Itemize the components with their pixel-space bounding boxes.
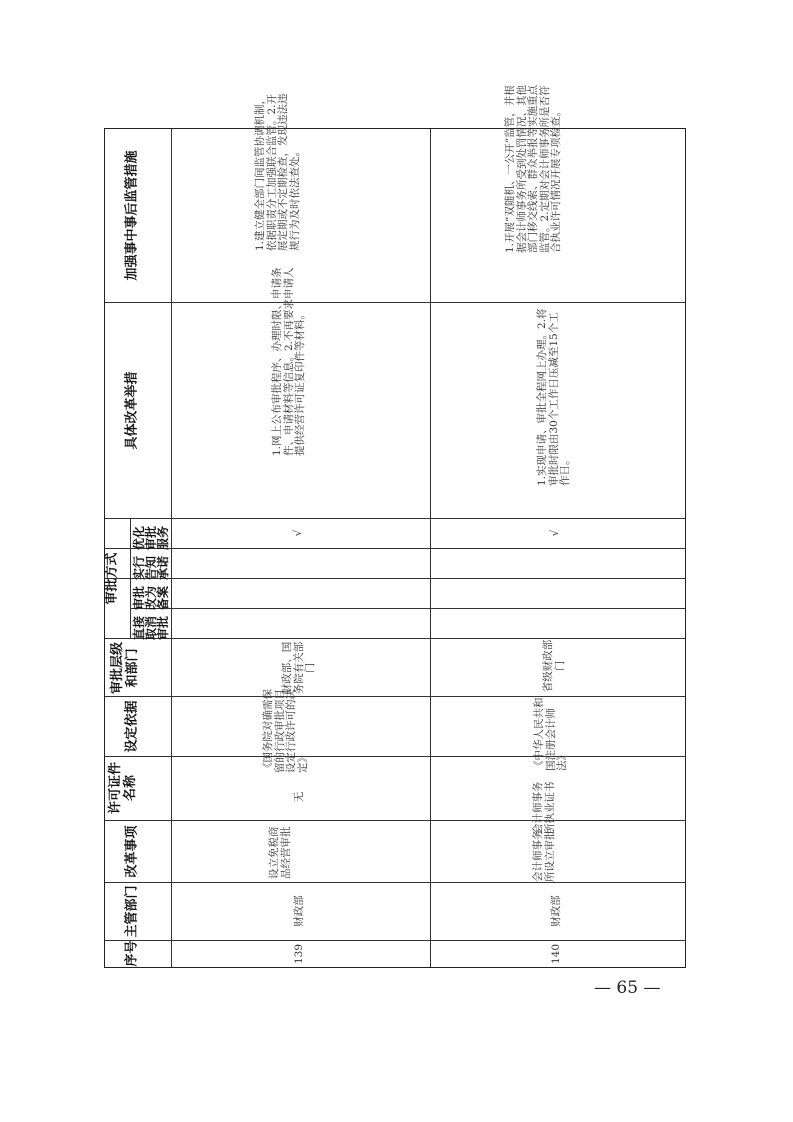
header-method: 审批方式 [104,552,120,605]
reform-table [104,85,686,968]
header-level: 审批层级和部门 [110,642,140,695]
row-139-basis: 《国务院对确需保留的行政审批项目设定行政许可的决定》 [262,689,309,773]
row-140-license: 会计师事务所执业证书 [532,781,556,834]
page-number: 65 [616,978,639,998]
row-140-supervision: 1.开展“双随机、一公开”监管，并根据会计师事务所受到处罚情况、其他部门移交线索、群众举报等实施重点监管。2.定期对会计师事务所是否符合执业许可情况开展专项检查。 [504,85,562,253]
row-139-seq: 139 [293,943,305,965]
header-supervision: 加强事中事后监管措施 [124,150,140,281]
row-139-item: 设立免税商品经营审批 [268,826,292,879]
row-139-dept: 财政部 [293,895,305,927]
row-140-level: 省级财政部门 [542,639,566,693]
row-139-level: 财政部、国务院有关部门 [281,641,316,695]
row-139-optimize-check: √ [292,529,304,537]
header-basis: 设定依据 [124,700,140,753]
row-139-license: 无 [293,791,305,803]
header-dept: 主管部门 [124,885,140,938]
header-method-filing: 审批改为备案 [132,586,170,611]
header-method-optimize: 优化审批服务 [132,526,170,551]
header-seq: 序号 [124,940,140,967]
header-method-notify: 实行告知承诺 [132,556,170,581]
header-method-cancel: 直接取消审批 [132,616,170,641]
header-item: 改革事项 [124,825,140,878]
row-140-cancel [550,608,566,638]
row-140-seq: 140 [550,943,562,965]
row-140-basis: 《中华人民共和国注册会计师法》 [533,697,568,771]
header-license: 许可证件名称 [108,762,138,815]
row-139-supervision: 1.建立健全部门间监管协调机制，依据职责分工加强联合监管。2.开展定期或不定期检查，发现违法违规行为及时依法查处。 [254,93,301,251]
header-reform: 具体改革举措 [124,371,140,450]
row-140-item: 会计师事务所设立审批 [532,829,556,882]
row-140-reform: 1.实现申请、审批全程网上办理。2.将审批时限由30个工作日压减至15个工作日。 [536,308,571,486]
row-140-optimize-check: √ [549,529,561,537]
row-140-dept: 财政部 [550,895,562,927]
row-139-cancel [293,608,309,638]
row-139-reform: 1.网上公布审批程序、办理时限、申请条件、申请材料等信息。2.不再要求申请人提供经营许可证复印件等材料。 [271,267,306,456]
page-footer: — 65 — [594,978,661,998]
row-140-filing [550,578,566,608]
row-139-filing [293,578,309,608]
row-139-notify [293,548,309,578]
row-140-notify [550,548,566,578]
